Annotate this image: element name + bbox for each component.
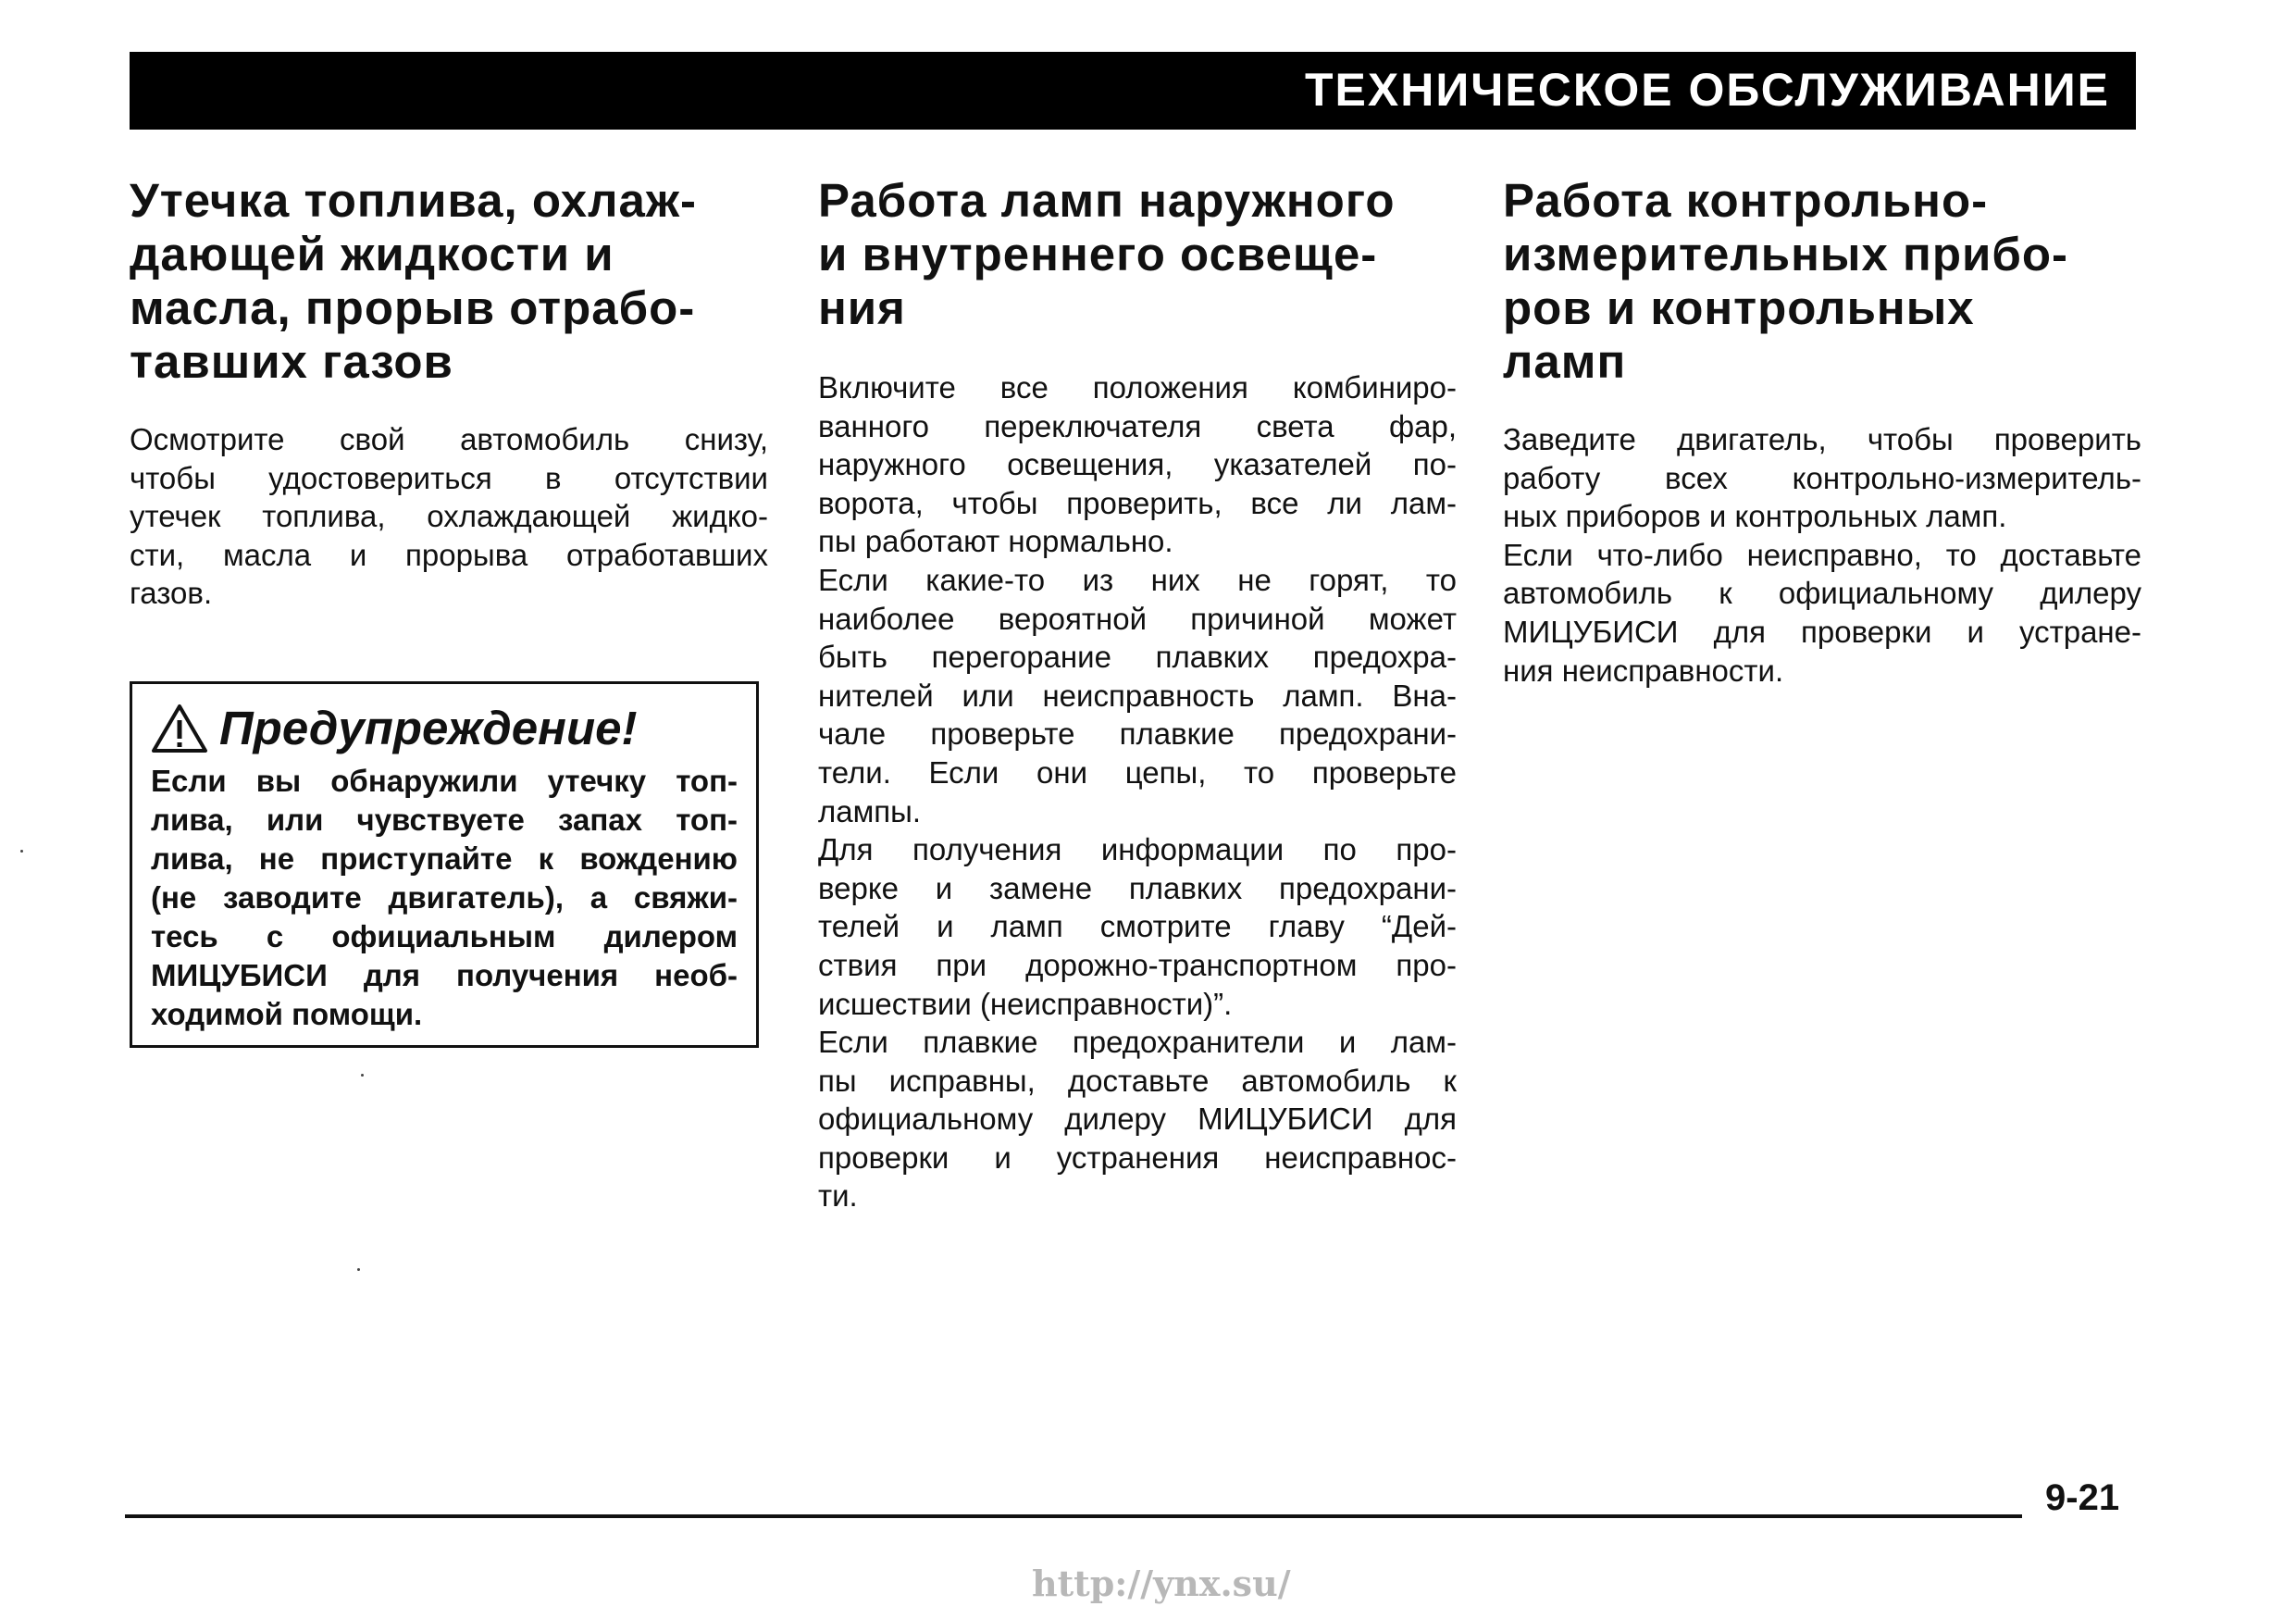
header-title: ТЕХНИЧЕСКОЕ ОБСЛУЖИВАНИЕ bbox=[1305, 64, 2110, 116]
warning-box bbox=[130, 681, 759, 1048]
section-heading: Работа ламп наружного и внутреннего освеще- ния bbox=[818, 174, 1396, 334]
section-gauges-warning-lamps bbox=[1503, 174, 2141, 690]
section-heading: Утечка топлива, охлаж- дающей жидкости и масла, прорыв отрабо- тавших газов bbox=[130, 174, 698, 388]
scan-speck bbox=[361, 1074, 364, 1077]
warning-text: Если вы обнаружили утечку топ- лива, или чувствуете запах топ- лива, не приступайте к вождению (не заводите двигатель), а свяжи- тесь с официальным дилером МИЦУБИСИ для получения необ- ходимой помощи. bbox=[151, 764, 738, 1031]
page-number: 9-21 bbox=[2045, 1477, 2120, 1518]
warning-triangle-icon bbox=[151, 704, 208, 753]
header-bar bbox=[130, 52, 2136, 130]
section-body: Осмотрите свой автомобиль снизу, чтобы удостовериться в отсутствии утечек топлива, охлаждающей жидко- сти, масла и прорыва отработавших газов. bbox=[130, 422, 768, 611]
section-body: Включите все положения комбиниро- ванного переключателя света фар, наружного освещения, указателей по- ворота, чтобы проверить, все ли лам- пы работают нормально. Если какие-то из них не горят, то наиболее вероятной причиной может быть перегорание плавких предохра- нителей или неисправность ламп. Вна- чале проверьте плавкие предохрани- тели. Если они цепы, то проверьте лампы. Для получения информации по про- верке и замене плавких предохрани- телей и ламп смотрите главу “Дей- ствия при дорожно-транспортном про- исшествии (неисправности)”. Если плавкие предохранители и лам- пы исправны, доставьте автомобиль к официальному дилеру МИЦУБИСИ для проверки и устранения неисправнос- ти. bbox=[818, 370, 1457, 1214]
watermark-url: http://ynx.su/ bbox=[1032, 1563, 1291, 1604]
scan-speck bbox=[20, 850, 23, 853]
section-fluid-leaks bbox=[130, 174, 768, 613]
section-exterior-interior-lights bbox=[818, 174, 1457, 1215]
section-body: Заведите двигатель, чтобы проверить работу всех контрольно-измеритель- ных приборов и контрольных ламп. Если что-либо неисправно, то доставьте автомобиль к официальному дилеру МИЦУБИСИ для проверки и устране- ния неисправности. bbox=[1503, 422, 2141, 688]
scan-speck bbox=[357, 1268, 360, 1271]
section-heading: Работа контрольно- измерительных прибо- ров и контрольных ламп bbox=[1503, 174, 2068, 388]
footer-rule bbox=[125, 1514, 2022, 1518]
warning-title: Предупреждение! bbox=[151, 701, 738, 756]
